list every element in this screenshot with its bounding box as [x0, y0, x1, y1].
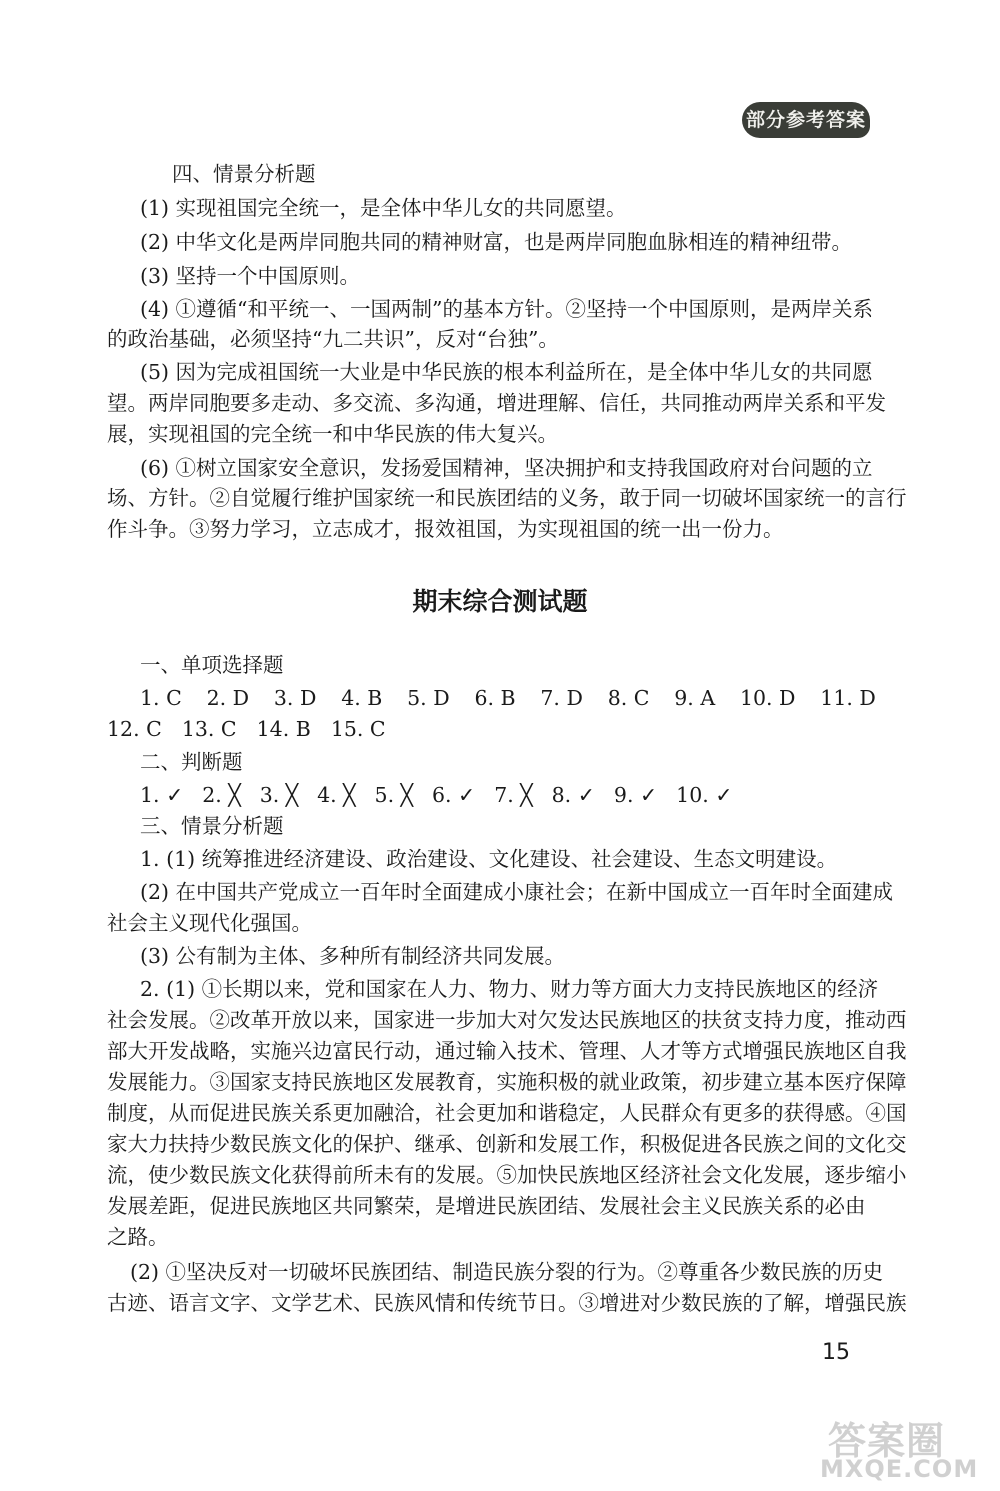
answer-item: 9. A — [674, 686, 716, 710]
answer-item: 3. ╳ — [259, 783, 299, 807]
answer-line: (2) 在中国共产党成立一百年时全面建成小康社会；在新中国成立一百年时全面建成 — [140, 880, 894, 904]
answer-item: 6. ✓ — [431, 783, 476, 807]
answer-line: 家大力扶持少数民族文化的保护、继承、创新和发展工作，积极促进各民族之间的文化交 — [107, 1132, 907, 1156]
answer-line: (2) 中华文化是两岸同胞共同的精神财富，也是两岸同胞血脉相连的精神纽带。 — [140, 230, 853, 254]
answer-line: 1. (1) 统筹推进经济建设、政治建设、文化建设、社会建设、生态文明建设。 — [140, 847, 838, 871]
answer-item: 4. B — [341, 686, 383, 710]
watermark-url: MXQE.COM — [820, 1455, 979, 1483]
watermark-logo: 答案圈 — [828, 1419, 946, 1463]
answer-line: 古迹、语言文字、文学艺术、民族风情和传统节日。③增进对少数民族的了解，增强民族 — [107, 1291, 907, 1315]
answer-item: 13. C — [181, 717, 237, 741]
answer-item: 1. C — [140, 686, 182, 710]
answer-item: 14. B — [256, 717, 311, 741]
answer-item: 10. ✓ — [676, 783, 733, 807]
section-title: 四、情景分析题 — [172, 162, 316, 186]
answer-line: (6) ①树立国家安全意识，发扬爱国精神，坚决拥护和支持我国政府对台问题的立 — [140, 456, 873, 480]
answer-line: 发展差距，促进民族地区共同繁荣，是增进民族团结、发展社会主义民族关系的必由 — [107, 1194, 866, 1218]
answer-line: 场、方针。②自觉履行维护国家统一和民族团结的义务，敢于同一切破坏国家统一的言行 — [107, 486, 907, 510]
answer-item: 12. C — [107, 717, 162, 741]
answer-item: 9. ✓ — [613, 783, 658, 807]
section-title: 二、判断题 — [140, 750, 243, 774]
answer-line: 之路。 — [107, 1225, 169, 1249]
answer-line: (3) 公有制为主体、多种所有制经济共同发展。 — [140, 944, 566, 968]
page-number: 15 — [822, 1340, 850, 1365]
answer-item: 6. B — [474, 686, 516, 710]
answer-item: 8. ✓ — [551, 783, 595, 807]
answer-item: 8. C — [607, 686, 650, 710]
answer-item: 2. D — [206, 686, 250, 710]
answer-line: (5) 因为完成祖国统一大业是中华民族的根本利益所在，是全体中华儿女的共同愿 — [140, 360, 873, 384]
answer-row — [140, 688, 876, 709]
answer-line: 望。两岸同胞要多走动、多交流、多沟通，增进理解、信任，共同推动两岸关系和平发 — [107, 391, 886, 415]
answer-line: 流，使少数民族文化获得前所未有的发展。⑤加快民族地区经济社会文化发展，逐步缩小 — [107, 1163, 907, 1187]
answer-line: 制度，从而促进民族关系更加融洽，社会更加和谐稳定，人民群众有更多的获得感。④国 — [107, 1101, 907, 1125]
answer-item: 2. ╳ — [202, 783, 241, 807]
section-title: 三、情景分析题 — [140, 814, 284, 838]
answer-line: 发展能力。③国家支持民族地区发展教育，实施积极的就业政策，初步建立基本医疗保障 — [107, 1070, 907, 1094]
answer-item: 11. D — [820, 686, 876, 710]
answer-item: 10. D — [739, 686, 796, 710]
answer-item: 7. ╳ — [494, 783, 533, 807]
answer-item: 1. ✓ — [140, 783, 184, 807]
answer-line: 的政治基础，必须坚持“九二共识”，反对“台独”。 — [107, 327, 559, 351]
answer-item: 4. ╳ — [317, 783, 356, 807]
answer-line: 部大开发战略，实施兴边富民行动，通过输入技术、管理、人才等方式增强民族地区自我 — [107, 1039, 907, 1063]
answer-line: 社会主义现代化强国。 — [107, 911, 312, 935]
answer-line: 社会发展。②改革开放以来，国家进一步加大对欠发达民族地区的扶贫支持力度，推动西 — [107, 1008, 907, 1032]
answer-row — [107, 719, 386, 740]
answer-line: 2. (1) ①长期以来，党和国家在人力、物力、财力等方面大力支持民族地区的经济 — [140, 977, 879, 1001]
answer-item: 7. D — [540, 686, 583, 710]
answer-item: 15. C — [330, 717, 386, 741]
answer-line: (3) 坚持一个中国原则。 — [140, 264, 361, 288]
answer-line: (4) ①遵循“和平统一、一国两制”的基本方针。②坚持一个中国原则，是两岸关系 — [140, 297, 874, 321]
answer-line: 作斗争。③努力学习，立志成才，报效祖国，为实现祖国的统一出一份力。 — [107, 517, 784, 541]
section-badge: 部分参考答案 — [742, 102, 870, 138]
answer-row — [140, 785, 732, 806]
answer-line: 展，实现祖国的完全统一和中华民族的伟大复兴。 — [107, 422, 558, 446]
answer-line: (1) 实现祖国完全统一，是全体中华儿女的共同愿望。 — [140, 196, 627, 220]
page-heading: 期末综合测试题 — [412, 587, 588, 616]
answer-item: 5. D — [407, 686, 450, 710]
answer-item: 3. D — [273, 686, 317, 710]
answer-line: (2) ①坚决反对一切破坏民族团结、制造民族分裂的行为。②尊重各少数民族的历史 — [130, 1260, 884, 1284]
section-title: 一、单项选择题 — [140, 653, 284, 677]
answer-item: 5. ╳ — [374, 783, 413, 807]
